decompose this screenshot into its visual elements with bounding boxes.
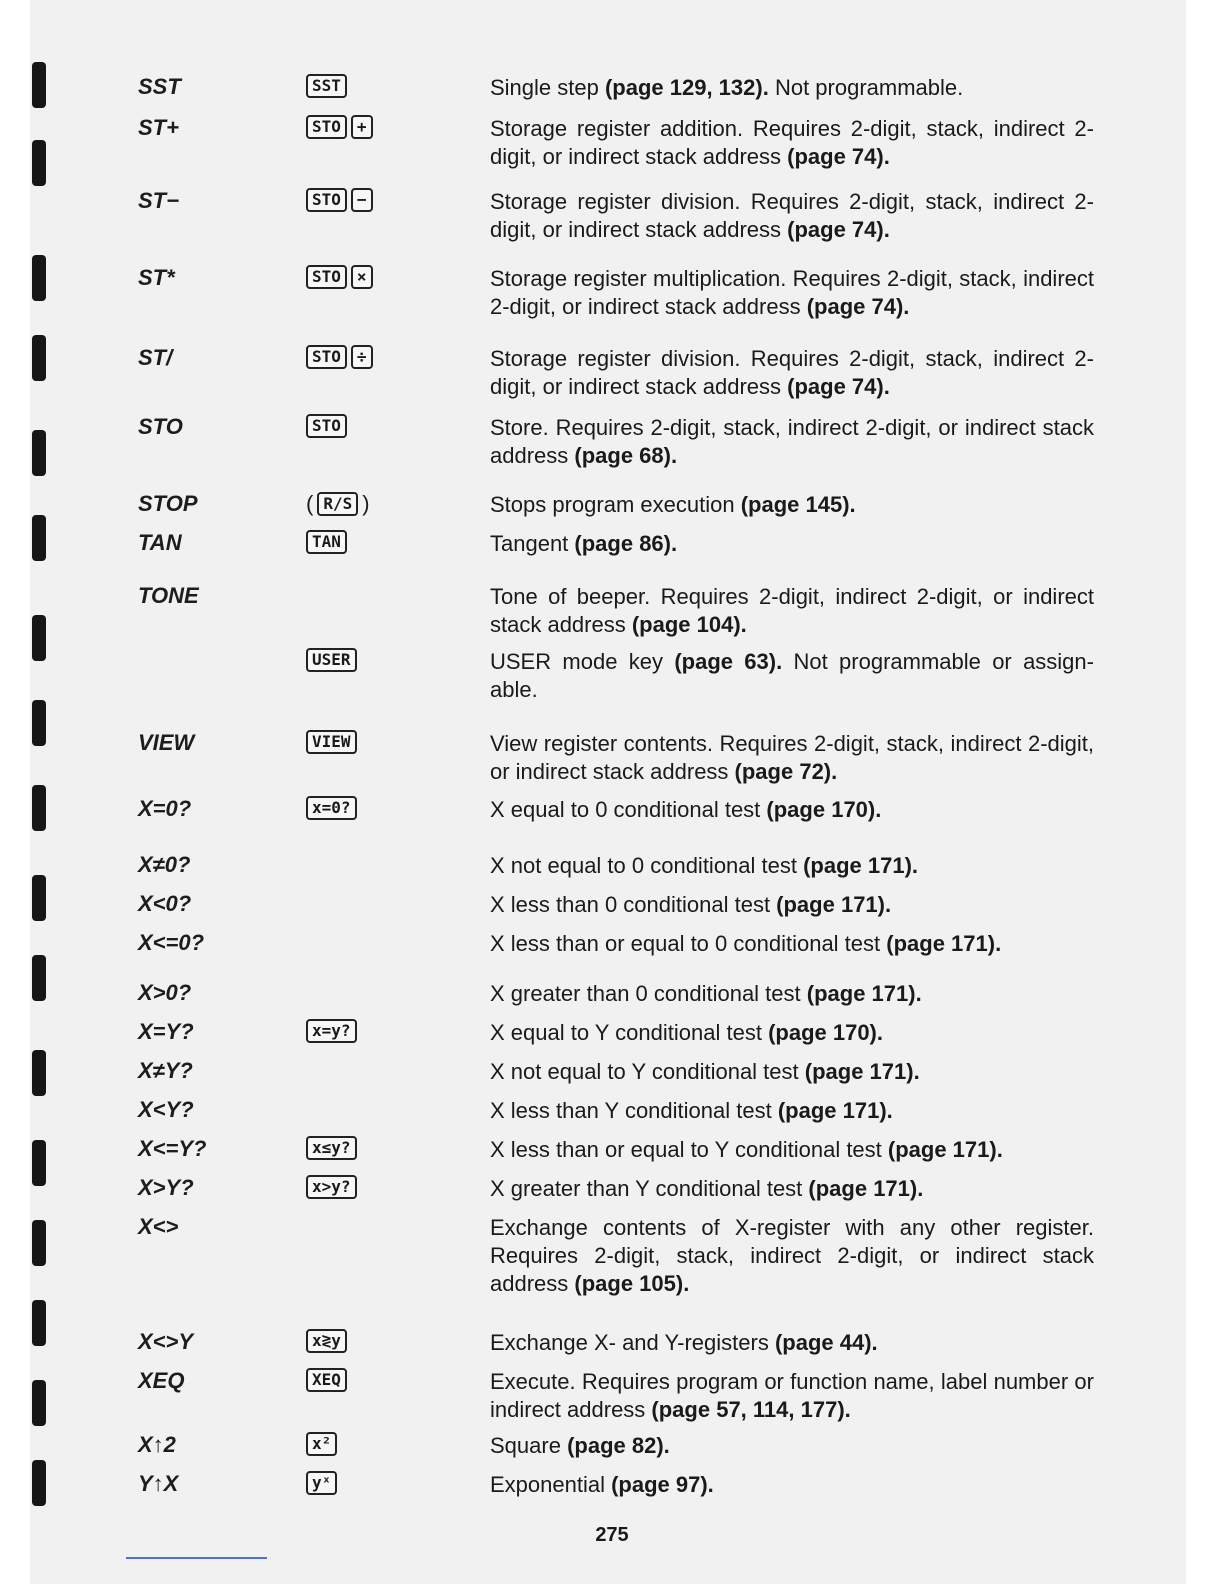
binding-hole bbox=[32, 1460, 46, 1506]
function-name: X>0? bbox=[138, 980, 192, 1005]
description-text: View register contents. Requires 2-digit, stack, indirect 2-digit, or indirect stack address bbox=[490, 731, 1094, 784]
key-sequence bbox=[306, 1175, 357, 1199]
page-reference: (page 171). bbox=[803, 853, 919, 878]
binding-hole bbox=[32, 1220, 46, 1266]
page-reference: (page 63). bbox=[674, 649, 783, 674]
function-description bbox=[490, 265, 1094, 321]
function-description bbox=[490, 796, 1094, 824]
description-text: Execute. Requires program or function name, label number or indirect address bbox=[490, 1369, 1094, 1422]
description-text: Single step bbox=[490, 75, 605, 100]
description-text: X less than or equal to 0 conditional test bbox=[490, 931, 887, 956]
page-reference: (page 104). bbox=[631, 612, 747, 637]
description-text: Square bbox=[490, 1433, 568, 1458]
calculator-key: x=0? bbox=[306, 796, 357, 820]
key-sequence bbox=[306, 1471, 337, 1495]
function-description bbox=[490, 891, 1094, 919]
function-name: X≠Y? bbox=[138, 1058, 193, 1083]
page-reference: (page 171). bbox=[804, 1059, 920, 1084]
binding-hole bbox=[32, 955, 46, 1001]
binding-hole bbox=[32, 1380, 46, 1426]
function-name: ST− bbox=[138, 188, 179, 213]
page-reference: (page 82). bbox=[567, 1433, 670, 1458]
function-name: X<Y? bbox=[138, 1097, 194, 1122]
function-description bbox=[490, 1136, 1094, 1164]
function-name: TAN bbox=[138, 530, 182, 555]
calculator-key: yˣ bbox=[306, 1471, 337, 1495]
page-reference: (page 44). bbox=[774, 1330, 878, 1355]
function-name: VIEW bbox=[138, 730, 195, 755]
description-text: X less than 0 conditional test bbox=[490, 892, 777, 917]
function-name: X<> bbox=[138, 1214, 179, 1239]
calculator-key: STO bbox=[306, 115, 347, 139]
page-reference: (page 97). bbox=[611, 1472, 714, 1497]
page-reference: (page 68). bbox=[574, 443, 678, 468]
binding-hole bbox=[32, 335, 46, 381]
page-reference: (page 170). bbox=[768, 1020, 883, 1045]
page-reference: (page 171). bbox=[777, 1098, 893, 1123]
page-reference: (page 105). bbox=[574, 1271, 690, 1296]
page-reference: (page 171). bbox=[776, 892, 892, 917]
function-name: XEQ bbox=[138, 1368, 185, 1393]
description-text: X greater than Y conditional test bbox=[490, 1176, 809, 1201]
page-reference: (page 170). bbox=[766, 797, 882, 822]
key-sequence bbox=[306, 1019, 357, 1043]
function-name: ST+ bbox=[138, 115, 179, 140]
function-description bbox=[490, 1471, 1094, 1499]
key-sequence bbox=[306, 1432, 337, 1456]
calculator-key: x≷y bbox=[306, 1329, 347, 1353]
description-text: Storage register division. Requires 2-digit, stack, indirect 2-digit, or indirect stack address bbox=[490, 346, 1094, 399]
description-text: X less than or equal to Y conditional test bbox=[490, 1137, 888, 1162]
key-sequence bbox=[306, 265, 373, 289]
description-text: Exponential bbox=[490, 1472, 612, 1497]
function-name: STOP bbox=[138, 491, 198, 516]
key-sequence bbox=[306, 414, 347, 438]
page-reference: (page 171). bbox=[808, 1176, 924, 1201]
function-name: X>Y? bbox=[138, 1175, 194, 1200]
page-reference: (page 74). bbox=[787, 374, 890, 399]
page-reference: (page 57, 114, 177). bbox=[651, 1397, 851, 1422]
key-sequence bbox=[306, 491, 370, 517]
function-name: X<=Y? bbox=[138, 1136, 207, 1161]
calculator-key: TAN bbox=[306, 530, 347, 554]
binding-hole bbox=[32, 785, 46, 831]
calculator-key: x=y? bbox=[306, 1019, 357, 1043]
calculator-key: SST bbox=[306, 74, 347, 98]
key-sequence bbox=[306, 796, 357, 820]
function-description bbox=[490, 74, 1094, 102]
function-name: X<0? bbox=[138, 891, 192, 916]
function-description bbox=[490, 115, 1094, 171]
function-description bbox=[490, 1214, 1094, 1298]
page-reference: (page 129, 132). bbox=[604, 75, 769, 100]
key-sequence bbox=[306, 345, 373, 369]
function-description bbox=[490, 852, 1094, 880]
description-text: Storage register division. Requires 2-digit, stack, indirect 2-digit, or indirect stack address bbox=[490, 189, 1094, 242]
function-description bbox=[490, 1175, 1094, 1203]
description-text: Exchange X- and Y-registers bbox=[490, 1330, 775, 1355]
calculator-key: + bbox=[351, 115, 373, 139]
description-text: Storage register multiplication. Requires 2-digit, stack, indirect 2-digit, or indirect stack address bbox=[490, 266, 1094, 319]
function-description bbox=[490, 583, 1094, 639]
function-description bbox=[490, 1329, 1094, 1357]
description-tail: Not programmable or assign-able. bbox=[490, 649, 1094, 702]
function-name: X<>Y bbox=[138, 1329, 194, 1354]
binding-hole bbox=[32, 875, 46, 921]
footer-link-underline[interactable] bbox=[126, 1557, 267, 1559]
description-text: X less than Y conditional test bbox=[490, 1098, 778, 1123]
function-name: STO bbox=[138, 414, 183, 439]
calculator-key: VIEW bbox=[306, 730, 357, 754]
function-description bbox=[490, 930, 1094, 958]
open-paren: ( bbox=[306, 491, 314, 516]
binding-hole bbox=[32, 140, 46, 186]
binding-hole bbox=[32, 1140, 46, 1186]
key-sequence bbox=[306, 1329, 347, 1353]
calculator-key: ÷ bbox=[351, 345, 373, 369]
page-reference: (page 145). bbox=[740, 492, 856, 517]
description-text: Exchange contents of X-register with any other register. Requires 2-digit, stack, indirect 2-digit, or indirect stack address bbox=[490, 1215, 1094, 1296]
calculator-key: x≤y? bbox=[306, 1136, 357, 1160]
function-description bbox=[490, 491, 1094, 519]
function-name: ST/ bbox=[138, 345, 173, 370]
description-text: Stops program execution bbox=[490, 492, 741, 517]
binding-hole bbox=[32, 515, 46, 561]
function-description bbox=[490, 648, 1094, 704]
function-description bbox=[490, 1097, 1094, 1125]
page-reference: (page 171). bbox=[886, 931, 1002, 956]
description-text: X equal to 0 conditional test bbox=[490, 797, 767, 822]
page-reference: (page 171). bbox=[887, 1137, 1003, 1162]
calculator-key: STO bbox=[306, 345, 347, 369]
page-reference: (page 74). bbox=[787, 217, 890, 242]
description-text: X not equal to Y conditional test bbox=[490, 1059, 805, 1084]
key-sequence bbox=[306, 530, 347, 554]
function-description bbox=[490, 730, 1094, 786]
page-reference: (page 86). bbox=[574, 531, 678, 556]
function-description bbox=[490, 1432, 1094, 1460]
calculator-key: x>y? bbox=[306, 1175, 357, 1199]
function-description bbox=[490, 1019, 1094, 1047]
page-reference: (page 74). bbox=[806, 294, 910, 319]
description-text: Tone of beeper. Requires 2-digit, indirect 2-digit, or indirect stack address bbox=[490, 584, 1094, 637]
description-text: Tangent bbox=[490, 531, 575, 556]
calculator-key: − bbox=[351, 188, 373, 212]
function-name: X↑2 bbox=[138, 1432, 176, 1457]
key-sequence bbox=[306, 188, 373, 212]
page-reference: (page 72). bbox=[734, 759, 838, 784]
page-reference: (page 171). bbox=[806, 981, 922, 1006]
description-text: X equal to Y conditional test bbox=[490, 1020, 769, 1045]
binding-hole bbox=[32, 1300, 46, 1346]
calculator-key: XEQ bbox=[306, 1368, 347, 1392]
function-name: SST bbox=[138, 74, 181, 99]
function-name: X=Y? bbox=[138, 1019, 194, 1044]
function-name: X≠0? bbox=[138, 852, 191, 877]
function-description bbox=[490, 530, 1094, 558]
function-description bbox=[490, 980, 1094, 1008]
calculator-key: STO bbox=[306, 265, 347, 289]
function-description bbox=[490, 188, 1094, 244]
calculator-key: R/S bbox=[317, 492, 358, 516]
description-tail: Not programmable. bbox=[768, 75, 964, 100]
description-text: USER mode key bbox=[490, 649, 675, 674]
binding-hole bbox=[32, 615, 46, 661]
function-name: X<=0? bbox=[138, 930, 205, 955]
binding-hole bbox=[32, 255, 46, 301]
page-reference: (page 74). bbox=[787, 144, 890, 169]
calculator-key: STO bbox=[306, 188, 347, 212]
key-sequence bbox=[306, 648, 357, 672]
binding-hole bbox=[32, 700, 46, 746]
binding-hole bbox=[32, 1050, 46, 1096]
function-name: Y↑X bbox=[138, 1471, 179, 1496]
key-sequence bbox=[306, 115, 373, 139]
function-name: ST* bbox=[138, 265, 175, 290]
key-sequence bbox=[306, 74, 347, 98]
key-sequence bbox=[306, 1136, 357, 1160]
binding-hole bbox=[32, 62, 46, 108]
function-description bbox=[490, 1058, 1094, 1086]
calculator-key: STO bbox=[306, 414, 347, 438]
function-name: X=0? bbox=[138, 796, 192, 821]
calculator-key: USER bbox=[306, 648, 357, 672]
description-text: Storage register addition. Requires 2-digit, stack, indirect 2-digit, or indirect stack address bbox=[490, 116, 1094, 169]
key-sequence bbox=[306, 1368, 347, 1392]
page-number: 275 bbox=[595, 1524, 629, 1546]
binding-hole bbox=[32, 430, 46, 476]
calculator-key: × bbox=[351, 265, 373, 289]
function-description bbox=[490, 345, 1094, 401]
function-name: TONE bbox=[138, 583, 199, 608]
function-description bbox=[490, 1368, 1094, 1424]
description-text: X not equal to 0 conditional test bbox=[490, 853, 804, 878]
description-text: Store. Requires 2-digit, stack, indirect 2-digit, or indirect stack address bbox=[490, 415, 1094, 468]
calculator-key: x² bbox=[306, 1432, 337, 1456]
close-paren: ) bbox=[362, 491, 370, 516]
spiral-binding bbox=[30, 0, 56, 1584]
function-description bbox=[490, 414, 1094, 470]
description-text: X greater than 0 conditional test bbox=[490, 981, 807, 1006]
key-sequence bbox=[306, 730, 357, 754]
